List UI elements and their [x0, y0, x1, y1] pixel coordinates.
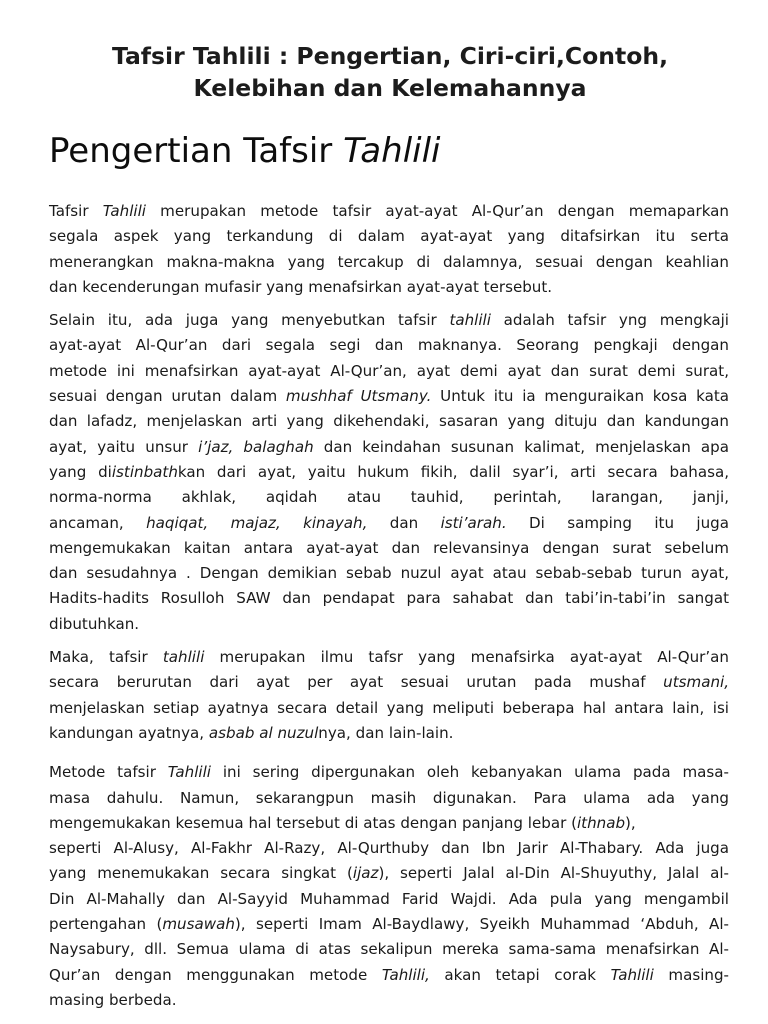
- paragraph-scope: Selain itu, ada juga yang menyebutkan tafsir tahlili adalah tafsir yng mengkaji ayat-ayat Al-Qur’an dari segala segi dan maknanya. Seorang pengkaji dengan metode ini menafsirkan ayat-ayat Al-Qur’an, ayat demi ayat dan surat demi surat, sesuai dengan urutan dalam mushhaf Utsmany. Untuk itu ia menguraikan kosa kata dan lafadz, menjelaskan arti yang dikehendaki, sasaran yang dituju dan kandungan ayat, yaitu unsur i’jaz, balaghah dan keindahan susunan kalimat, menjelaskan apa yang diistinbathkan dari ayat, yaitu hukum fikih, dalil syar’i, arti secara bahasa, norma-norma akhlak, aqidah atau tauhid, perintah, larangan, janji, ancaman, haqiqat, majaz, kinayah, dan isti’arah. Di samping itu juga mengemukakan kaitan antara ayat-ayat dan relevansinya dengan surat sebelum dan sesudahnya . Dengan demikian sebab nuzul ayat atau sebab-sebab turun ayat, Hadits-hadits Rosulloh SAW dan pendapat para sahabat dan tabi’in-tabi’in sangat dibutuhkan.: [49, 311, 729, 633]
- paragraph-summary: Maka, tafsir tahlili merupakan ilmu tafsr yang menafsirka ayat-ayat Al-Qur’an secara berurutan dari ayat per ayat sesuai urutan pada mushaf utsmani, menjelaskan setiap ayatnya secara detail yang meliputi beberapa hal antara lain, isi kandungan ayatnya, asbab al nuzulnya, dan lain-lain.: [49, 648, 729, 742]
- section-heading: Pengertian Tafsir Tahlili: [49, 131, 441, 171]
- paragraph-definition: Tafsir Tahlili merupakan metode tafsir ayat-ayat Al-Qur’an dengan memaparkan segala aspek yang terkandung di dalam ayat-ayat yang ditafsirkan itu serta menerangkan makna-makna yang tercakup di dalamnya, sesuai dengan keahlian dan kecenderungan mufasir yang menafsirkan ayat-ayat tersebut.: [49, 202, 729, 296]
- article-title-line-1: Tafsir Tahlili : Pengertian, Ciri-ciri,Contoh,: [111, 42, 669, 70]
- article-body: [49, 199, 729, 1013]
- paragraph-usage: Metode tafsir Tahlili ini sering dipergunakan oleh kebanyakan ulama pada masa- masa dahulu. Namun, sekarangpun masih digunakan. Para ulama ada yang mengemukakan kesemua hal tersebut di atas dengan panjang lebar (ithnab), seperti Al-Alusy, Al-Fakhr Al-Razy, Al-Qurthuby dan Ibn Jarir Al-Thabary. Ada juga yang menemukakan secara singkat (ijaz), seperti Jalal al-Din Al-Shuyuthy, Jalal al- Din Al-Mahally dan Al-Sayyid Muhammad Farid Wajdi. Ada pula yang mengambil pertengahan (musawah), seperti Imam Al-Baydlawy, Syeikh Muhammad ‘Abduh, Al- Naysabury, dll. Semua ulama di atas sekalipun mereka sama-sama menafsirkan Al- Qur’an dengan menggunakan metode Tahlili, akan tetapi corak Tahlili masing- masing berbeda.: [49, 763, 729, 1009]
- article-title: [40, 40, 740, 104]
- article-title-line-2: Kelebihan dan Kelemahannya: [193, 74, 587, 102]
